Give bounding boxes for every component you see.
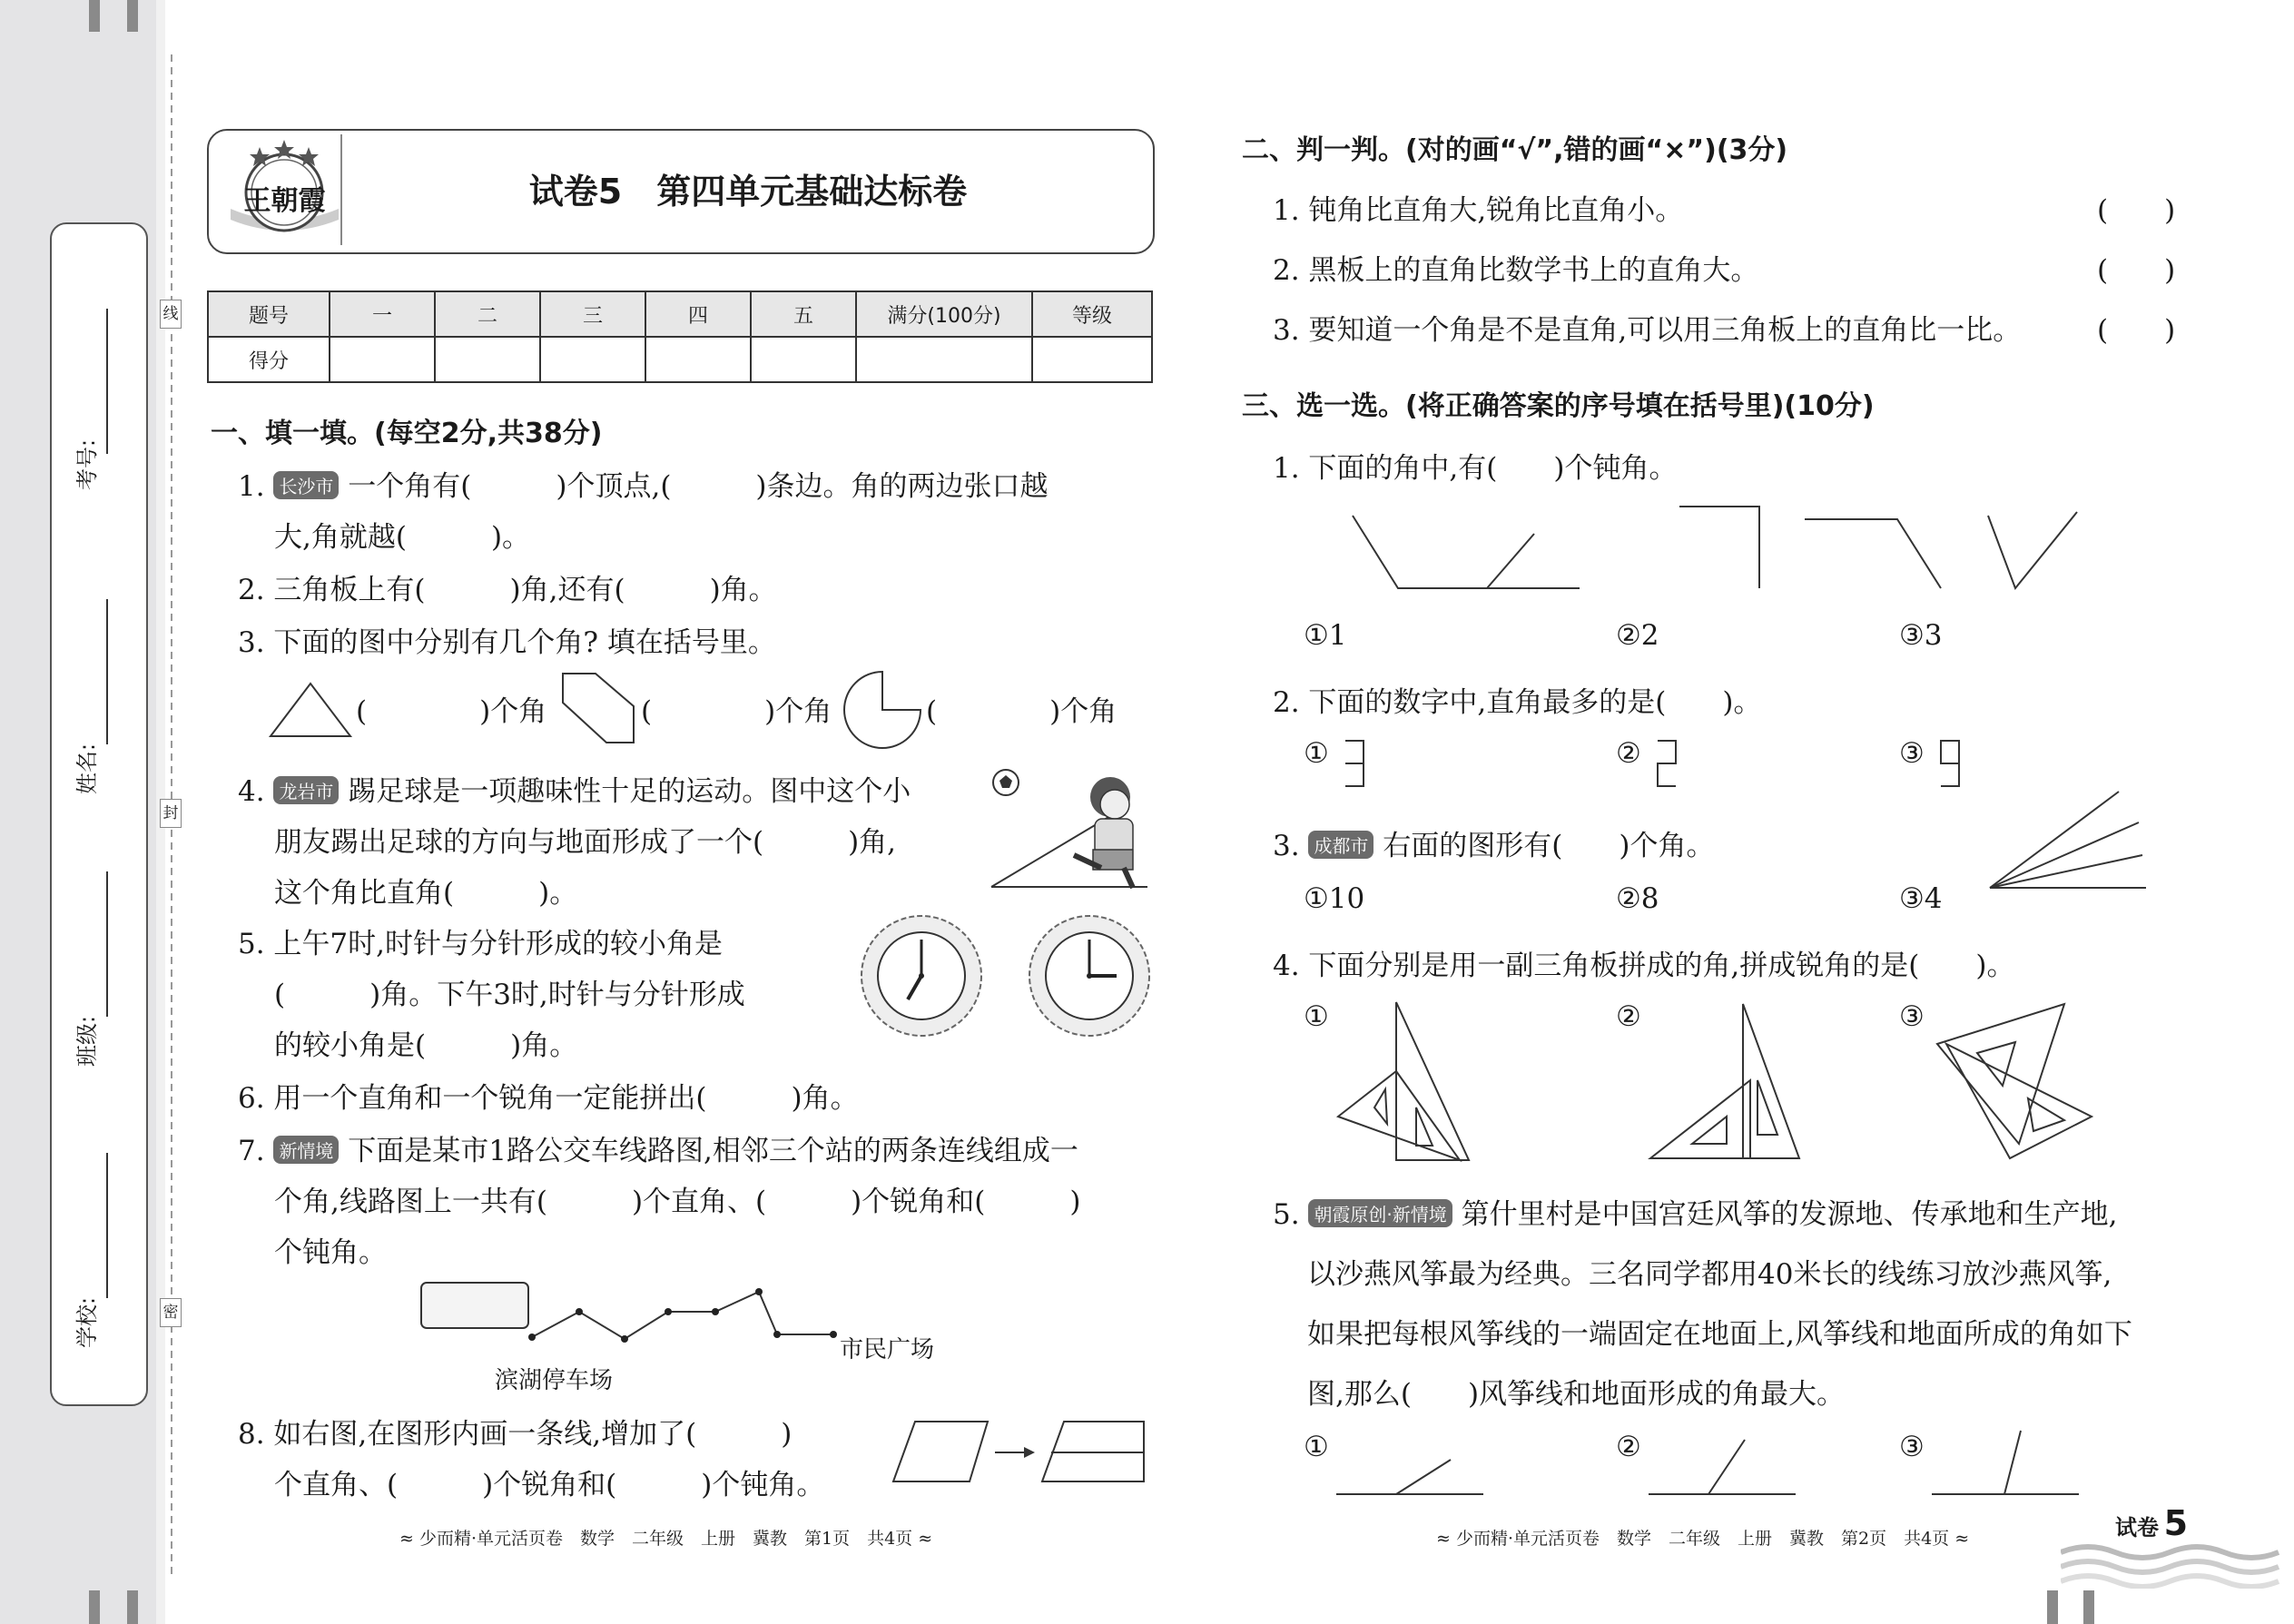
kite-string-angle-1 [1333, 1452, 1487, 1498]
s3-q2-opt1[interactable]: ① [1304, 737, 1329, 770]
s2-item2: 2. 黑板上的直角比数学书上的直角大。 [1273, 254, 1759, 287]
punch-mark [89, 0, 100, 32]
field-exam-number[interactable] [64, 309, 127, 545]
s3-q1-opt3[interactable]: ③3 [1899, 619, 1943, 652]
s2-item1: 1. 钝角比直角大,锐角比直角小。 [1273, 194, 1684, 227]
soccer-kid-illustration [988, 753, 1151, 894]
q4-line3: 这个角比直角( )。 [274, 877, 578, 910]
clock-7am [858, 912, 985, 1039]
q1-line1 [238, 463, 1049, 504]
cut-mark-line: 线 [160, 300, 182, 329]
digit-3-figure [1342, 737, 1369, 792]
score-header-cell: 四 [645, 291, 751, 337]
s3-q5-line3: 如果把每根风筝线的一端固定在地面上,风筝线和地面所成的角如下 [1307, 1318, 2132, 1351]
exam-number-line [64, 309, 127, 545]
q6-text: 6. 用一个直角和一个锐角一定能拼出( )角。 [238, 1082, 859, 1115]
s3-q1-opt2[interactable]: ②2 [1616, 619, 1659, 652]
clock-3pm [1026, 912, 1153, 1039]
s3-q5-origin-tag: 朝霞原创·新情境 [1308, 1199, 1452, 1227]
page-badge-number: 5 [2163, 1503, 2189, 1543]
set-square-combo-1 [1333, 999, 1478, 1162]
bus-stop-end: 市民广场 [840, 1336, 935, 1363]
score-cell[interactable] [856, 337, 1032, 382]
s3-q3-rays-figure [1983, 786, 2155, 895]
score-cell[interactable] [330, 337, 435, 382]
s2-answer3[interactable]: ( ) [2097, 314, 2176, 347]
header-divider [340, 134, 342, 245]
q5-line1: 5. 上午7时,时针与分针形成的较小角是 [238, 928, 724, 960]
score-cell[interactable] [540, 337, 645, 382]
q5-line2: ( )角。下午3时,时针与分针形成 [274, 979, 745, 1011]
cut-mark-secret: 密 [160, 1298, 182, 1327]
school-line [64, 1153, 127, 1389]
q7-line3: 个钝角。 [274, 1236, 387, 1269]
s3-q1-angles [1344, 497, 2088, 597]
digit-2-figure [1654, 737, 1681, 792]
q4-text1: 踢足球是一项趣味性十足的运动。图中这个小 [348, 775, 911, 808]
logo-text: 王朝霞 [243, 185, 326, 217]
q1-number: 1. [238, 470, 265, 503]
exam-number-label: 考号: [74, 438, 100, 490]
score-header-cell: 三 [540, 291, 645, 337]
punch-mark [2083, 1590, 2094, 1624]
q8-line2: 个直角、( )个锐角和( )个钝角。 [274, 1469, 825, 1501]
s3-q1-opt1[interactable]: ①1 [1304, 619, 1347, 652]
kite-string-angle-2 [1645, 1434, 1799, 1498]
logo [223, 136, 346, 245]
s3-q5-text1: 第什里村是中国宫廷风筝的发源地、传承地和生产地, [1461, 1198, 2118, 1231]
s3-q3-number: 3. [1273, 830, 1300, 862]
score-row-label: 得分 [208, 337, 330, 382]
score-header-cell: 等级 [1032, 291, 1152, 337]
s3-q3-opt1[interactable]: ①10 [1304, 882, 1365, 915]
s3-q3-opt3[interactable]: ③4 [1899, 882, 1943, 915]
s3-q5-number: 5. [1273, 1198, 1300, 1231]
q7-line1 [238, 1127, 1078, 1168]
q2-text: 2. 三角板上有( )角,还有( )角。 [238, 574, 777, 606]
s3-q4-text: 4. 下面分别是用一副三角板拼成的角,拼成锐角的是( )。 [1273, 950, 2015, 982]
q1-line2: 大,角就越( )。 [274, 521, 531, 554]
punch-mark [2047, 1590, 2058, 1624]
s3-q5-opt2[interactable]: ② [1616, 1431, 1641, 1463]
page-title: 试卷5 第四单元基础达标卷 [528, 172, 968, 212]
triangle-figure [265, 676, 356, 742]
q4-number: 4. [238, 775, 265, 808]
kite-string-angle-3 [1928, 1425, 2082, 1498]
score-header-cell: 题号 [208, 291, 330, 337]
class-line [64, 871, 127, 1107]
score-table [207, 290, 1153, 383]
field-name[interactable] [64, 599, 127, 835]
s3-q2-text: 2. 下面的数字中,直角最多的是( )。 [1273, 686, 1762, 719]
score-header-cell: 满分(100分) [856, 291, 1032, 337]
parallelogram-figure [888, 1416, 1151, 1489]
footer-right: ≈ 少而精·单元活页卷 数学 二年级 上册 冀教 第2页 共4页 ≈ [1436, 1529, 1970, 1549]
s2-answer1[interactable]: ( ) [2097, 194, 2176, 227]
s3-q5-line2: 以沙燕风筝最为经典。三名同学都用40米长的线练习放沙燕风筝, [1307, 1258, 2112, 1291]
s2-item3: 3. 要知道一个角是不是直角,可以用三角板上的直角比一比。 [1273, 314, 2022, 347]
s3-q4-opt2[interactable]: ② [1616, 1000, 1641, 1033]
s3-q1-text: 1. 下面的角中,有( )个钝角。 [1273, 452, 1678, 485]
footer-left: ≈ 少而精·单元活页卷 数学 二年级 上册 冀教 第1页 共4页 ≈ [399, 1529, 933, 1549]
s3-q3-text: 右面的图形有( )个角。 [1383, 830, 1715, 862]
page-badge-label: 试卷 [2115, 1515, 2159, 1540]
q3-blank-1[interactable]: ( )个角 [356, 695, 547, 728]
s3-q5-opt3[interactable]: ③ [1899, 1431, 1925, 1463]
score-cell[interactable] [1032, 337, 1152, 382]
school-label: 学校: [74, 1296, 100, 1348]
score-header-cell: 一 [330, 291, 435, 337]
q3-blank-2[interactable]: ( )个角 [641, 695, 832, 728]
s2-answer2[interactable]: ( ) [2097, 254, 2176, 287]
section2-heading: 二、判一判。(对的画“√”,错的画“×”)(3分) [1242, 134, 1788, 166]
section3-heading: 三、选一选。(将正确答案的序号填在括号里)(10分) [1242, 390, 1875, 422]
name-line [64, 599, 127, 835]
digit-9-figure [1937, 737, 1964, 792]
name-label: 姓名: [74, 743, 100, 794]
section1-heading: 一、填一填。(每空2分,共38分) [211, 418, 603, 449]
score-cell[interactable] [645, 337, 751, 382]
page-badge [2115, 1503, 2188, 1543]
q5-line3: 的较小角是( )角。 [274, 1029, 578, 1062]
q4-region-tag: 龙岩市 [273, 776, 339, 804]
s3-q3-line [1273, 822, 1714, 863]
q1-text1: 一个角有( )个顶点,( )条边。角的两边张口越 [348, 470, 1049, 503]
score-cell[interactable] [751, 337, 856, 382]
s3-q3-opt2[interactable]: ②8 [1616, 882, 1659, 915]
s3-q3-region-tag: 成都市 [1308, 831, 1373, 859]
q8-line1: 8. 如右图,在图形内画一条线,增加了( ) [238, 1418, 793, 1451]
s3-q4-opt1[interactable]: ① [1304, 1000, 1329, 1033]
punch-mark [127, 1590, 138, 1624]
bus-stop-start: 滨湖停车场 [495, 1367, 614, 1394]
q4-line1 [238, 768, 911, 809]
bus-route-diagram [416, 1275, 842, 1348]
score-header-cell: 二 [435, 291, 540, 337]
q7-context-tag: 新情境 [273, 1136, 339, 1164]
field-school[interactable] [64, 1153, 127, 1389]
q7-line2: 个角,线路图上一共有( )个直角、( )个锐角和( ) [274, 1186, 1081, 1218]
s3-q2-opt3[interactable]: ③ [1899, 737, 1925, 770]
class-label: 班级: [74, 1015, 100, 1067]
s3-q5-line4: 图,那么( )风筝线和地面形成的角最大。 [1307, 1378, 1846, 1411]
set-square-combo-3 [1928, 999, 2101, 1162]
q7-number: 7. [238, 1135, 265, 1167]
q3-text: 3. 下面的图中分别有几个角? 填在括号里。 [238, 626, 776, 659]
bus-icon [421, 1283, 528, 1328]
score-cell[interactable] [435, 337, 540, 382]
q4-line2: 朋友踢出足球的方向与地面形成了一个( )角, [274, 826, 897, 859]
cut-mark-seal: 封 [160, 799, 182, 828]
score-header-cell: 五 [751, 291, 856, 337]
s3-q4-opt3[interactable]: ③ [1899, 1000, 1925, 1033]
q1-region-tag: 长沙市 [273, 471, 339, 499]
set-square-combo-2 [1645, 999, 1808, 1162]
punch-mark [127, 0, 138, 32]
s3-q5-opt1[interactable]: ① [1304, 1431, 1329, 1463]
field-class[interactable] [64, 871, 127, 1107]
s3-q2-opt2[interactable]: ② [1616, 737, 1641, 770]
hexagon-figure [556, 670, 641, 752]
q3-blank-3[interactable]: ( )个角 [926, 695, 1117, 728]
sector-figure [841, 668, 924, 752]
punch-mark [89, 1590, 100, 1624]
q7-text1: 下面是某市1路公交车线路图,相邻三个站的两条连线组成一 [348, 1135, 1078, 1167]
s3-q5-line1 [1273, 1191, 2118, 1232]
